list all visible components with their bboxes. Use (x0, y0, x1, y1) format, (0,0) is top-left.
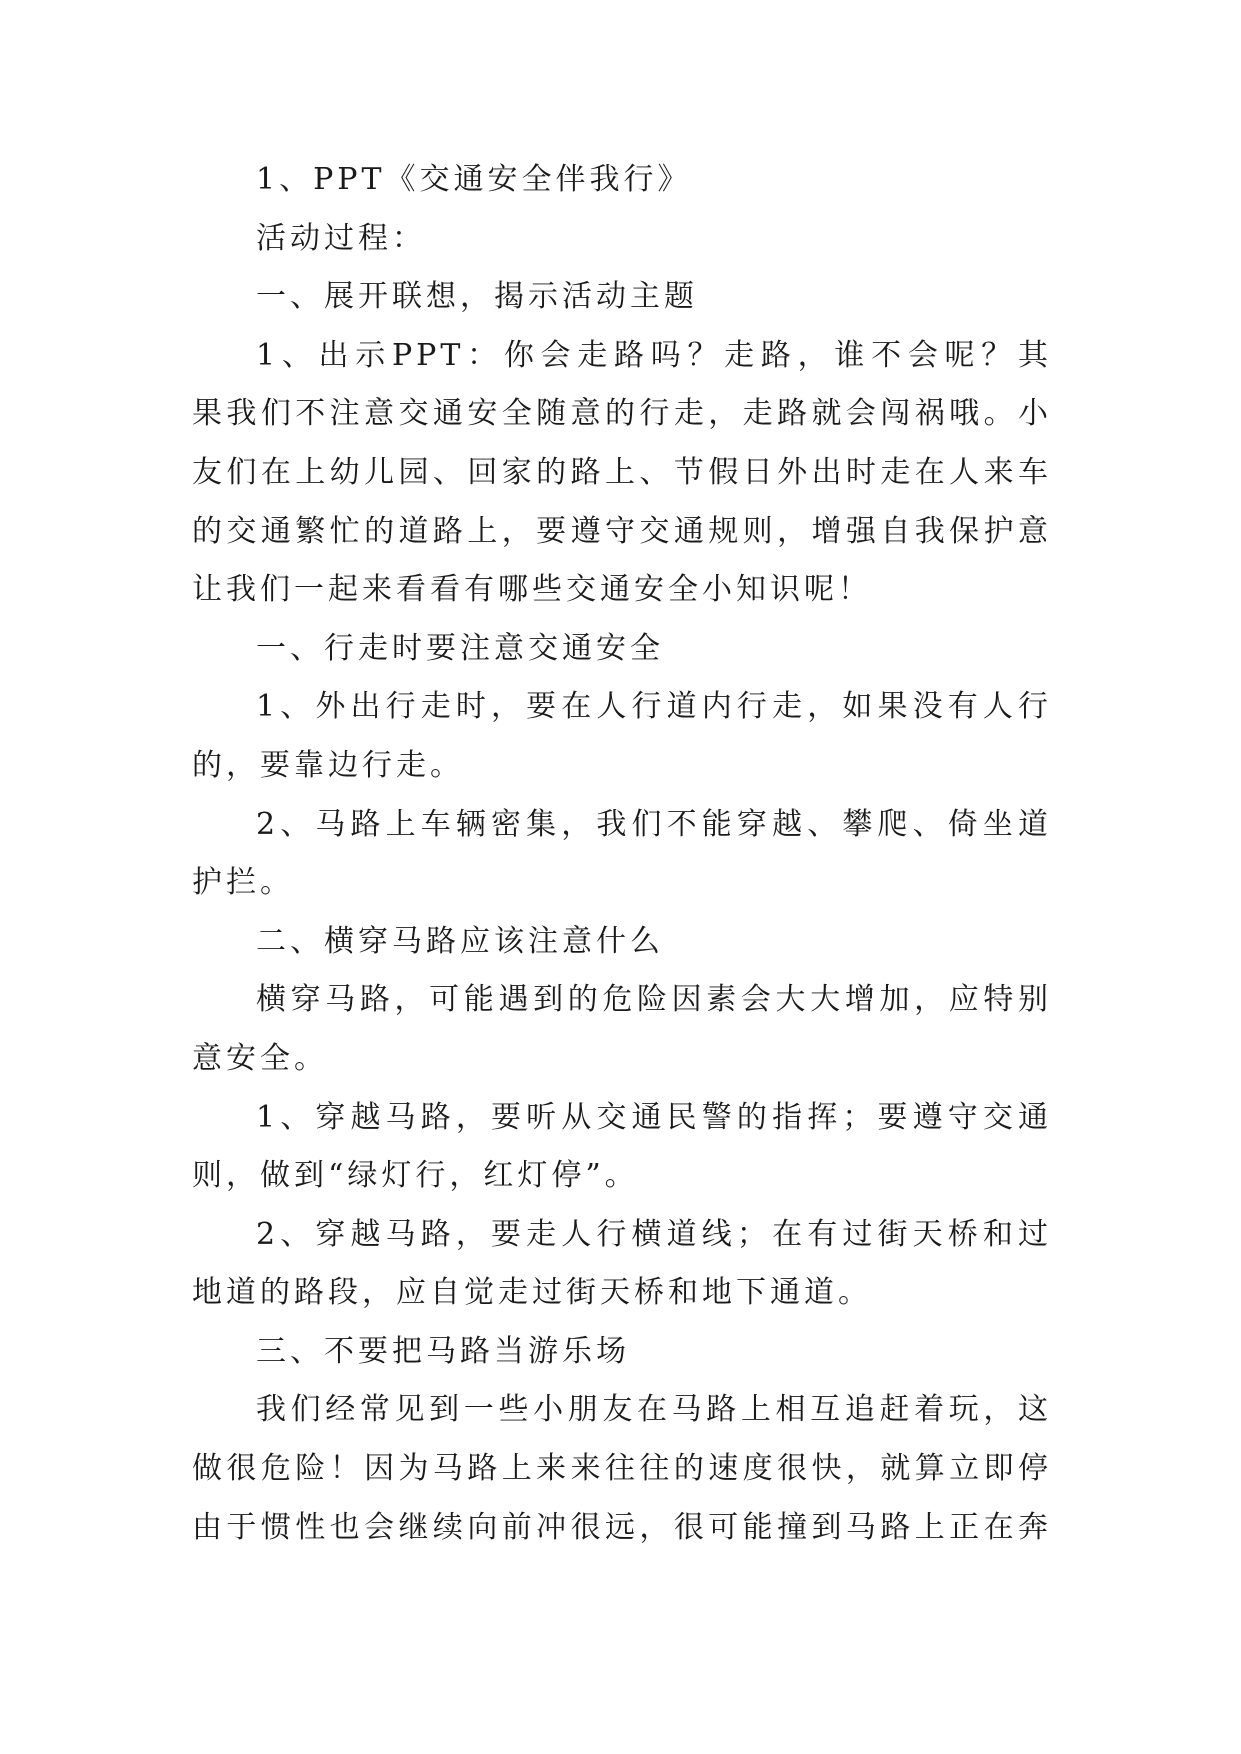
section-heading: 二、横穿马路应该注意什么 (256, 923, 664, 959)
paragraph-line: 则，做到“绿灯行，红灯停”。 (192, 1158, 639, 1194)
section-heading: 三、不要把马路当游乐场 (256, 1333, 630, 1369)
section-heading: 一、展开联想，揭示活动主题 (256, 279, 698, 315)
paragraph-line: 意安全。 (192, 1040, 328, 1076)
paragraph-line: 的，要靠边行走。 (192, 747, 464, 783)
paragraph-line: 地道的路段，应自觉走过街天桥和地下通道。 (192, 1275, 872, 1311)
document-body (192, 151, 1052, 1557)
paragraph-line: 2、马路上车辆密集，我们不能穿越、攀爬、倚坐道 (256, 806, 1052, 842)
paragraph-line: 友们在上幼儿园、回家的路上、节假日外出时走在人来车 (192, 454, 1052, 490)
material-item: 1、PPT《交通安全伴我行》 (256, 162, 692, 197)
paragraph-line: 做很危险！因为马路上来来往往的速度很快，就算立即停 (192, 1451, 1052, 1487)
paragraph-line: 1、穿越马路，要听从交通民警的指挥；要遵守交通 (256, 1099, 1052, 1135)
paragraph-line: 的交通繁忙的道路上，要遵守交通规则，增强自我保护意 (192, 513, 1052, 549)
paragraph-line: 护拦。 (192, 865, 294, 901)
paragraph-line: 果我们不注意交通安全随意的行走，走路就会闯祸哦。小 (192, 396, 1052, 432)
paragraph-line: 我们经常见到一些小朋友在马路上相互追赶着玩，这 (256, 1392, 1052, 1428)
paragraph-line: 由于惯性也会继续向前冲很远，很可能撞到马路上正在奔 (192, 1509, 1052, 1545)
section-label: 活动过程： (256, 220, 426, 256)
section-heading: 一、行走时要注意交通安全 (256, 630, 664, 666)
paragraph-line: 1、出示PPT：你会走路吗？走路，谁不会呢？其 (256, 337, 1052, 373)
paragraph-line: 2、穿越马路，要走人行横道线；在有过街天桥和过 (256, 1216, 1052, 1252)
paragraph-line: 1、外出行走时，要在人行道内行走，如果没有人行 (256, 689, 1052, 725)
paragraph-line: 让我们一起来看看有哪些交通安全小知识呢！ (192, 572, 872, 608)
paragraph-line: 横穿马路，可能遇到的危险因素会大大增加，应特别 (256, 982, 1052, 1018)
